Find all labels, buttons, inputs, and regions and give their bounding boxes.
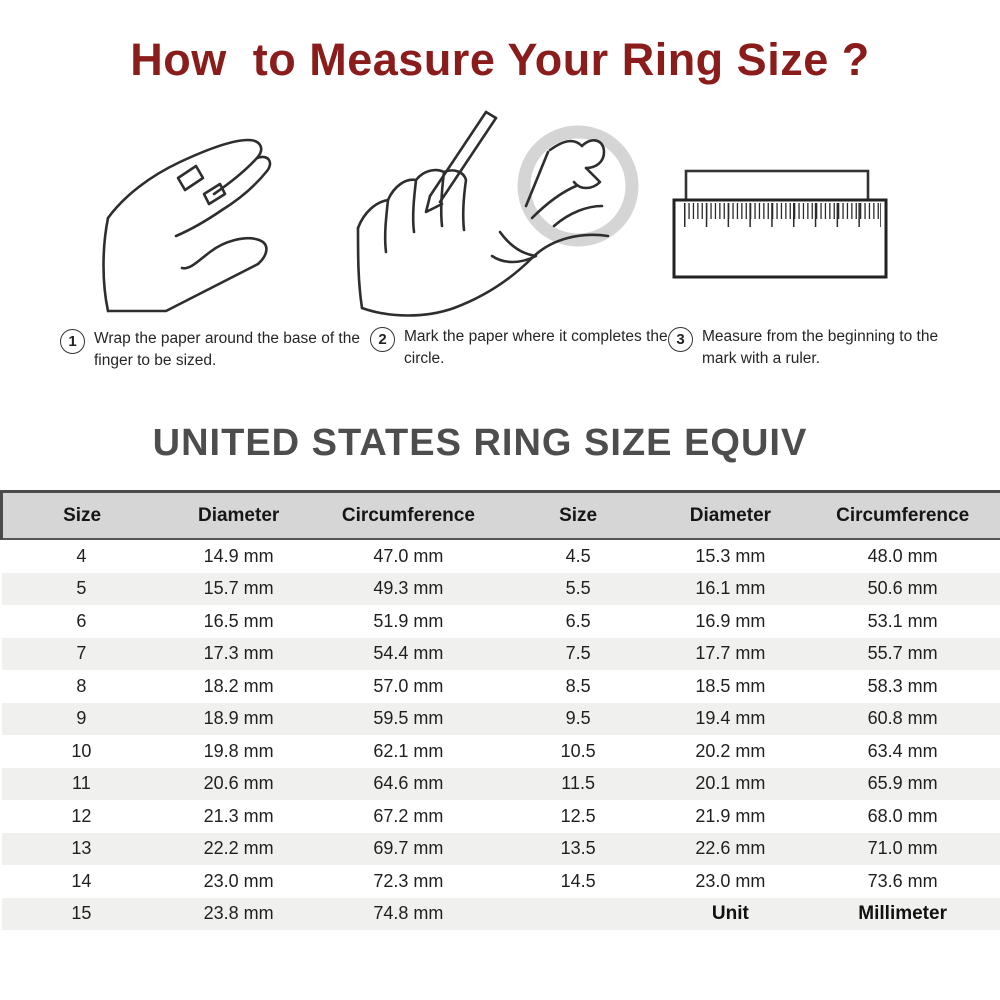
table-cell: 65.9 mm [805,768,1000,801]
table-cell: 19.4 mm [656,703,806,736]
table-cell: 74.8 mm [316,898,501,931]
step-3-caption [668,326,968,371]
table-cell: 20.1 mm [656,768,806,801]
table-cell: 22.6 mm [656,833,806,866]
table-cell: 16.1 mm [656,573,806,606]
table-cell: 21.9 mm [695,805,766,826]
table-cell: 12 [71,805,92,826]
table-cell: 8 [76,675,87,696]
table-cell: 58.3 mm [867,675,938,696]
ring-size-table [0,490,1000,930]
step-2-number-icon: 2 [370,327,395,352]
step-1-number-icon: 1 [60,329,85,354]
column-header: Circumference [805,492,1000,540]
table-cell: 68.0 mm [867,805,938,826]
step-3-text: Measure from the beginning to the mark with a ruler. [702,328,939,368]
table-cell: 60.8 mm [805,703,1000,736]
table-cell: 15.7 mm [161,573,316,606]
table-cell: 20.2 mm [695,740,766,761]
table-cell: 51.9 mm [373,610,444,631]
table-cell: 16.9 mm [695,610,766,631]
table-cell: 15 [2,898,162,931]
table-cell [501,898,656,931]
column-header: Diameter [161,492,316,540]
table-heading: UNITED STATES RING SIZE EQUIV [152,422,808,464]
table-cell: 5 [2,573,162,606]
table-cell: 22.2 mm [161,833,316,866]
step-3-number-icon: 3 [668,327,693,352]
table-row [2,833,1000,866]
table-cell: 17.3 mm [161,638,316,671]
column-header: Circumference [316,492,501,540]
table-row [2,865,1000,898]
table-cell: 64.6 mm [316,768,501,801]
table-cell: Unit [656,898,806,931]
table-body [2,539,1000,930]
table-row [2,800,1000,833]
column-header: Size [501,492,656,540]
table-cell: 4 [76,545,87,566]
table-cell: 63.4 mm [867,740,938,761]
table-cell: 48.0 mm [867,545,938,566]
table-cell: 10 [71,740,92,761]
table-cell: 6 [76,610,87,631]
column-header: Diameter [656,492,806,540]
table-cell: 9 [2,703,162,736]
table-cell: 10.5 [560,740,596,761]
table-row [2,638,1000,671]
table-header-row [2,492,1000,540]
hand-marking-pen-illustration [350,106,660,328]
table-cell: 11 [2,768,162,801]
table-row [2,539,1000,573]
table-cell: 13.5 [501,833,656,866]
table-cell: 18.9 mm [161,703,316,736]
step-2-caption [370,326,670,371]
table-row [2,605,1000,638]
table-cell: 12.5 [560,805,596,826]
table-cell: 5.5 [501,573,656,606]
table-cell: 7.5 [501,638,656,671]
table-cell: 17.7 mm [656,638,806,671]
table-cell: 14 [71,870,92,891]
table-cell: 11.5 [501,768,656,801]
table-cell: 67.2 mm [373,805,444,826]
table-cell: 23.0 mm [203,870,274,891]
table-cell: 14.5 [560,870,596,891]
step-1-caption [60,328,360,373]
table-cell: 8.5 [565,675,591,696]
step-2-text: Mark the paper where it completes the circle. [404,328,668,368]
table-cell: 49.3 mm [316,573,501,606]
table-cell: 4.5 [565,545,591,566]
table-cell: 57.0 mm [373,675,444,696]
ruler-with-paper-illustration [663,163,898,298]
table-row [2,768,1000,801]
table-cell: 23.8 mm [161,898,316,931]
table-cell: 16.5 mm [203,610,274,631]
step-1-text: Wrap the paper around the base of the finger to be sized. [94,330,360,370]
table-cell: 72.3 mm [373,870,444,891]
table-row [2,670,1000,703]
table-cell: 73.6 mm [867,870,938,891]
table-cell: 47.0 mm [373,545,444,566]
table-cell: 62.1 mm [373,740,444,761]
table-row [2,703,1000,736]
table-cell: 53.1 mm [867,610,938,631]
table-cell: 18.5 mm [695,675,766,696]
table-cell: 69.7 mm [316,833,501,866]
table-row [2,573,1000,606]
table-cell: 7 [2,638,162,671]
table-cell: 21.3 mm [203,805,274,826]
table-row [2,898,1000,931]
table-cell: 55.7 mm [805,638,1000,671]
table-cell: 23.0 mm [695,870,766,891]
table-cell: 6.5 [565,610,591,631]
table-cell: 15.3 mm [695,545,766,566]
table-cell: 71.0 mm [805,833,1000,866]
table-row [2,735,1000,768]
table-cell: Millimeter [805,898,1000,931]
table-cell: 18.2 mm [203,675,274,696]
table-cell: 14.9 mm [203,545,274,566]
table-cell: 13 [2,833,162,866]
table-cell: 9.5 [501,703,656,736]
page-title: How to Measure Your Ring Size ? [130,34,870,85]
table-cell: 20.6 mm [161,768,316,801]
table-cell: 59.5 mm [316,703,501,736]
column-header: Size [2,492,162,540]
table-cell: 50.6 mm [805,573,1000,606]
hand-with-paper-illustration [62,118,362,330]
table-cell: 54.4 mm [316,638,501,671]
table-cell: 19.8 mm [203,740,274,761]
